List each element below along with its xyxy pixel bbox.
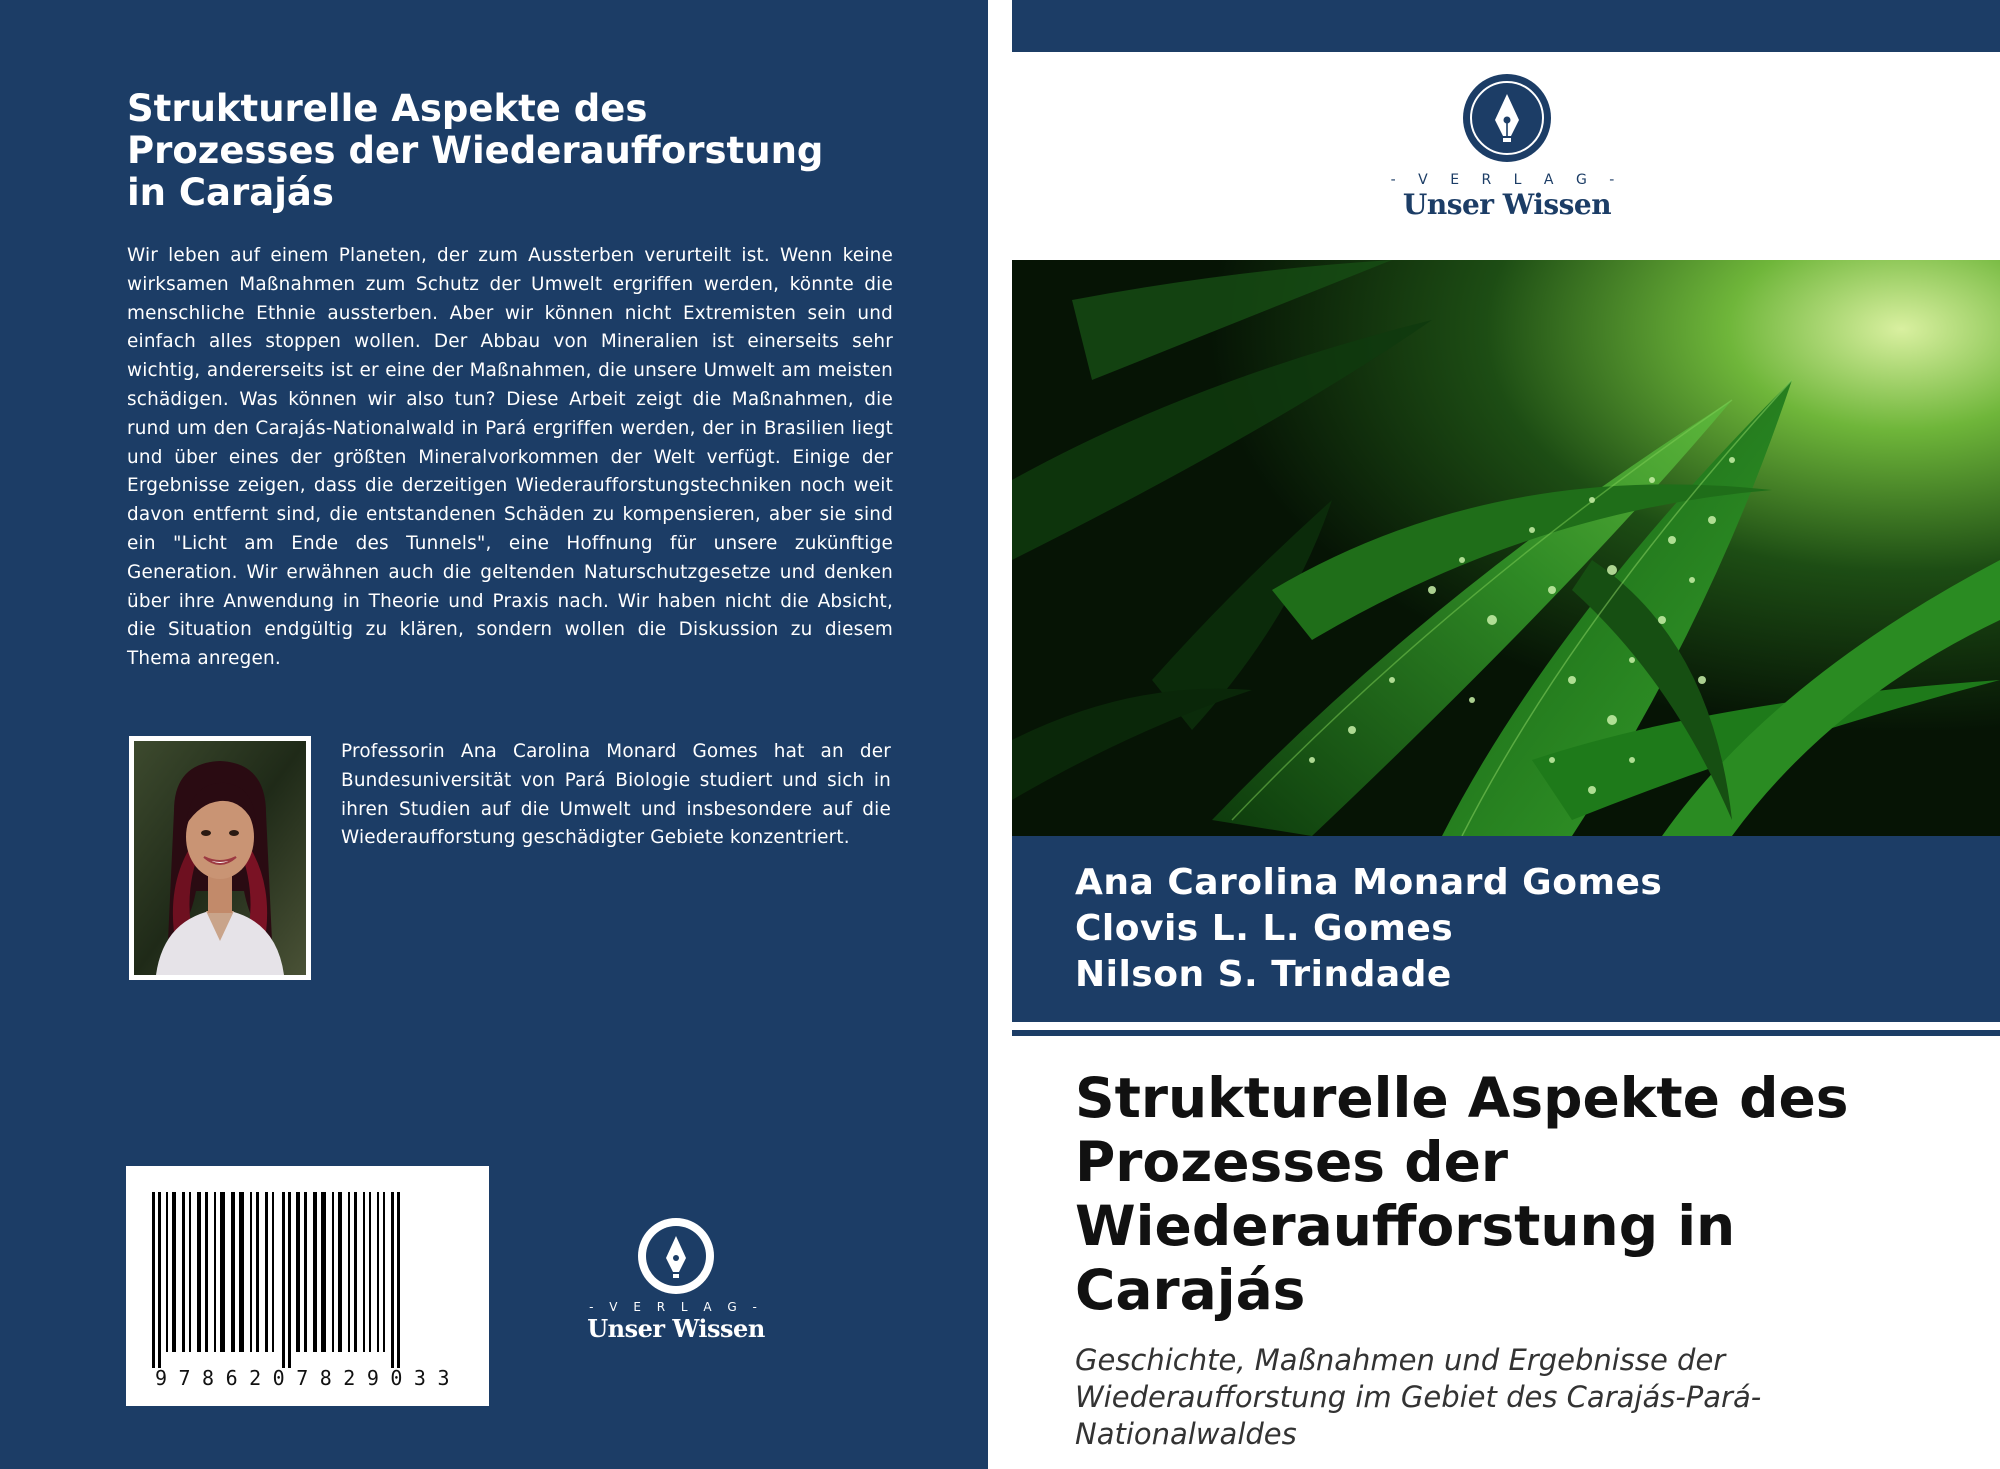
front-cover-subtitle: Geschichte, Maßnahmen und Ergebnisse der Wiederaufforstung im Gebiet des Carajás-Pará- Nationalwaldes	[1075, 1343, 1762, 1451]
barcode-bar	[265, 1192, 268, 1352]
barcode-bar	[397, 1192, 400, 1368]
publisher-seal-icon	[636, 1216, 716, 1296]
barcode-bar	[239, 1192, 244, 1352]
barcode-bar	[369, 1192, 371, 1352]
author-name: Nilson S. Trindade	[1075, 954, 1452, 995]
barcode-bar	[313, 1192, 317, 1352]
spine	[988, 0, 1012, 1469]
barcode-bar	[348, 1192, 350, 1352]
author-portrait-image	[134, 741, 306, 975]
barcode-bar	[332, 1192, 334, 1352]
barcode-bar	[391, 1192, 394, 1368]
front-cover	[1012, 0, 2000, 1469]
author-band	[1012, 836, 2000, 1022]
back-imprint-name: Unser Wissen	[587, 1314, 765, 1343]
barcode-bar	[272, 1192, 274, 1352]
barcode-bar	[354, 1192, 357, 1352]
barcode-bar	[197, 1192, 201, 1352]
barcode-bar	[377, 1192, 379, 1352]
barcode-bar	[282, 1192, 285, 1368]
front-imprint-name: Unser Wissen	[1402, 188, 1612, 221]
fountain-pen-nib-icon	[1461, 72, 1553, 164]
barcode-bar	[256, 1192, 259, 1352]
barcode-bar	[158, 1192, 161, 1368]
barcode-icon	[146, 1192, 468, 1368]
author-list	[1075, 860, 1662, 998]
back-cover-title: Strukturelle Aspekte des Prozesses der Wiederaufforstung in Carajás	[127, 87, 824, 214]
back-cover-blurb: Wir leben auf einem Planeten, der zum Aussterben verurteilt ist. Wenn keine wirksamen Maßnahmen zum Schutz der Umwelt ergriffen werden, könnte die menschliche Ethnie aussterben. Aber wir können nicht Extremisten sein und einfach alles stoppen wollen. Der Abbau von Mineralien ist einerseits sehr wichtig, andererseits ist er eine der Maßnahmen, die unsere Umwelt am meisten schädigen. Was können wir also tun? Diese Arbeit zeigt die Maßnahmen, die rund um den Carajás-Nationalwald in Pará ergriffen werden, der in Brasilien liegt und über eines der größten Mineralvorkommen der Welt verfügt. Einige der Ergebnisse zeigen, dass die derzeitigen Wiederaufforstungstechniken noch weit davon entfernt sind, die entstandenen Schäden zu kompensieren, aber sie sind ein "Licht am Ende des Tunnels", eine Hoffnung für unsere zukünftige Generation. Wir erwähnen auch die geltenden Naturschutzgesetze und denken über ihre Anwendung in Theorie und Praxis nach. Wir haben nicht die Absicht, die Situation endgültig zu klären, sondern wollen die Diskussion zu diesem Thema anregen.	[127, 245, 893, 670]
author-bio: Professorin Ana Carolina Monard Gomes hat an der Bundesuniversität von Pará Biologie studiert und sich in ihren Studien auf die Umwelt und insbesondere auf die Wiederaufforstung geschädigter Gebiete konzentriert.	[341, 741, 891, 849]
barcode-bar	[166, 1192, 168, 1352]
barcode-bar	[338, 1192, 342, 1352]
divider-rule	[1012, 1030, 2000, 1036]
isbn-digits: 9786207829033	[154, 1366, 462, 1390]
barcode-bar	[296, 1192, 300, 1352]
front-publisher-logo	[1342, 72, 1672, 221]
front-verlag-label: - V E R L A G -	[1390, 172, 1624, 188]
isbn-barcode	[126, 1166, 489, 1406]
back-publisher-logo	[560, 1216, 792, 1343]
barcode-bar	[205, 1192, 208, 1352]
green-leaves-image	[1012, 260, 2000, 836]
author-name: Clovis L. L. Gomes	[1075, 908, 1454, 949]
barcode-bar	[214, 1192, 216, 1352]
front-top-bar	[1012, 0, 2000, 52]
author-photo	[129, 736, 311, 980]
barcode-bar	[288, 1192, 291, 1368]
barcode-bar	[363, 1192, 365, 1352]
barcode-bar	[231, 1192, 235, 1352]
barcode-bar	[250, 1192, 252, 1352]
back-cover	[0, 0, 988, 1469]
front-cover-title: Strukturelle Aspekte des Prozesses der Wiederaufforstung in Carajás	[1075, 1066, 1849, 1322]
leaf-photo	[1012, 260, 2000, 836]
barcode-bar	[152, 1192, 155, 1368]
barcode-bar	[321, 1192, 326, 1352]
barcode-bar	[304, 1192, 307, 1352]
author-name: Ana Carolina Monard Gomes	[1075, 862, 1663, 903]
barcode-bar	[383, 1192, 385, 1352]
barcode-bar	[172, 1192, 176, 1352]
barcode-bar	[189, 1192, 191, 1352]
barcode-bar	[220, 1192, 225, 1352]
barcode-bar	[182, 1192, 185, 1352]
back-verlag-label: - V E R L A G -	[589, 1300, 763, 1314]
